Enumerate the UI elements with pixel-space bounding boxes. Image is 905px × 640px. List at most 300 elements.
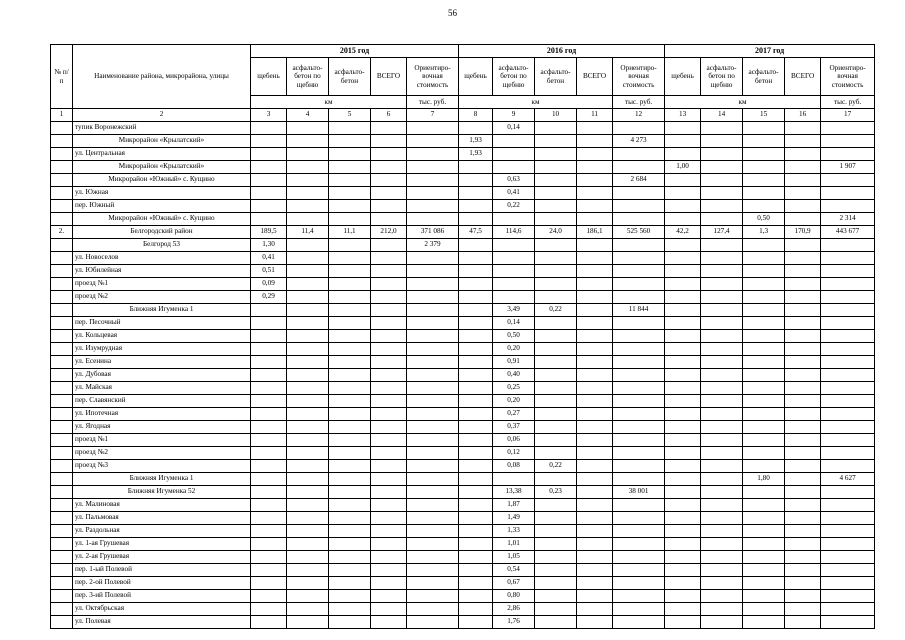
value-cell	[743, 330, 785, 343]
value-cell	[701, 239, 743, 252]
value-cell	[821, 200, 875, 213]
value-cell	[407, 486, 459, 499]
row-name: Ближняя Игуменка 1	[73, 473, 251, 486]
value-cell	[407, 460, 459, 473]
value-cell	[785, 356, 821, 369]
row-name: пер. Славянский	[73, 395, 251, 408]
value-cell	[665, 421, 701, 434]
table-row	[51, 122, 875, 135]
row-name: пер. 3-ий Полевой	[73, 590, 251, 603]
header-unit-km: км	[251, 96, 407, 109]
table-row	[51, 291, 875, 304]
value-cell	[785, 369, 821, 382]
value-cell	[535, 343, 577, 356]
value-cell	[459, 330, 493, 343]
value-cell	[665, 291, 701, 304]
row-number	[51, 343, 73, 356]
value-cell	[535, 330, 577, 343]
value-cell: 1 907	[821, 161, 875, 174]
value-cell	[407, 317, 459, 330]
value-cell	[287, 148, 329, 161]
row-number	[51, 499, 73, 512]
value-cell: 42,2	[665, 226, 701, 239]
value-cell: 1,93	[459, 148, 493, 161]
value-cell	[701, 486, 743, 499]
table-row	[51, 369, 875, 382]
value-cell	[459, 278, 493, 291]
value-cell	[329, 499, 371, 512]
value-cell	[535, 161, 577, 174]
value-cell	[371, 499, 407, 512]
value-cell: 0,63	[493, 174, 535, 187]
value-cell	[459, 239, 493, 252]
column-number: 12	[613, 109, 665, 122]
column-number: 2	[73, 109, 251, 122]
table-row	[51, 213, 875, 226]
header-total: ВСЕГО	[371, 58, 407, 96]
value-cell	[785, 161, 821, 174]
value-cell	[493, 239, 535, 252]
value-cell	[613, 395, 665, 408]
value-cell	[329, 343, 371, 356]
header-cost: Ориентиро-вочная стоимость	[407, 58, 459, 96]
row-name: тупик Воронежский	[73, 122, 251, 135]
value-cell	[613, 590, 665, 603]
header-cost: Ориентиро-вочная стоимость	[613, 58, 665, 96]
value-cell	[371, 356, 407, 369]
table-row	[51, 382, 875, 395]
value-cell	[407, 421, 459, 434]
value-cell	[821, 265, 875, 278]
header-year-2015: 2015 год	[251, 45, 459, 58]
value-cell	[459, 473, 493, 486]
value-cell	[821, 369, 875, 382]
value-cell	[329, 525, 371, 538]
value-cell	[329, 135, 371, 148]
value-cell	[459, 304, 493, 317]
value-cell	[785, 603, 821, 616]
row-name: пер. Песочный	[73, 317, 251, 330]
value-cell	[577, 317, 613, 330]
value-cell	[287, 499, 329, 512]
value-cell	[743, 343, 785, 356]
header-total: ВСЕГО	[577, 58, 613, 96]
value-cell	[329, 590, 371, 603]
value-cell	[701, 200, 743, 213]
value-cell	[743, 395, 785, 408]
value-cell	[371, 265, 407, 278]
value-cell	[287, 278, 329, 291]
value-cell	[577, 590, 613, 603]
value-cell	[743, 447, 785, 460]
value-cell	[329, 460, 371, 473]
value-cell	[701, 525, 743, 538]
value-cell	[577, 148, 613, 161]
value-cell	[701, 148, 743, 161]
value-cell	[493, 291, 535, 304]
value-cell	[665, 304, 701, 317]
value-cell	[701, 564, 743, 577]
header-asph-on-crushed: асфальто-бетон по щебню	[701, 58, 743, 96]
value-cell: 0,20	[493, 343, 535, 356]
value-cell	[613, 317, 665, 330]
value-cell	[577, 343, 613, 356]
value-cell	[701, 460, 743, 473]
value-cell	[459, 252, 493, 265]
value-cell	[701, 213, 743, 226]
value-cell	[821, 434, 875, 447]
header-crushed: щебень	[251, 58, 287, 96]
value-cell	[251, 135, 287, 148]
value-cell	[613, 187, 665, 200]
value-cell	[251, 174, 287, 187]
value-cell	[535, 395, 577, 408]
value-cell	[407, 577, 459, 590]
header-year-2016: 2016 год	[459, 45, 665, 58]
value-cell	[701, 330, 743, 343]
value-cell	[287, 603, 329, 616]
value-cell	[577, 161, 613, 174]
row-name: ул. Малиновая	[73, 499, 251, 512]
value-cell	[535, 590, 577, 603]
value-cell: 1,76	[493, 616, 535, 629]
value-cell: 2 379	[407, 239, 459, 252]
value-cell	[785, 525, 821, 538]
value-cell: 1,00	[665, 161, 701, 174]
value-cell	[665, 499, 701, 512]
value-cell	[701, 382, 743, 395]
value-cell	[459, 356, 493, 369]
value-cell	[459, 590, 493, 603]
value-cell: 1,87	[493, 499, 535, 512]
value-cell	[613, 369, 665, 382]
value-cell	[371, 369, 407, 382]
value-cell	[577, 564, 613, 577]
table-row	[51, 421, 875, 434]
value-cell	[701, 512, 743, 525]
value-cell	[743, 304, 785, 317]
value-cell	[371, 460, 407, 473]
header-unit-rub: тыс. руб.	[613, 96, 665, 109]
value-cell	[743, 525, 785, 538]
value-cell	[785, 122, 821, 135]
value-cell	[821, 148, 875, 161]
table-row	[51, 395, 875, 408]
value-cell	[821, 317, 875, 330]
header-unit-rub: тыс. руб.	[407, 96, 459, 109]
value-cell	[329, 239, 371, 252]
value-cell	[665, 252, 701, 265]
value-cell	[287, 304, 329, 317]
value-cell	[535, 538, 577, 551]
value-cell	[459, 395, 493, 408]
value-cell: 0,12	[493, 447, 535, 460]
header-asph-on-crushed: асфальто-бетон по щебню	[287, 58, 329, 96]
value-cell	[743, 512, 785, 525]
value-cell	[743, 239, 785, 252]
value-cell: 212,0	[371, 226, 407, 239]
value-cell	[251, 460, 287, 473]
row-number	[51, 148, 73, 161]
table-row	[51, 525, 875, 538]
value-cell: 0,22	[493, 200, 535, 213]
table-row	[51, 187, 875, 200]
table-row	[51, 252, 875, 265]
value-cell	[371, 590, 407, 603]
value-cell	[371, 122, 407, 135]
value-cell: 170,9	[785, 226, 821, 239]
value-cell	[665, 564, 701, 577]
value-cell	[535, 369, 577, 382]
value-cell	[701, 278, 743, 291]
value-cell	[459, 616, 493, 629]
value-cell	[577, 135, 613, 148]
column-number: 14	[701, 109, 743, 122]
value-cell	[287, 343, 329, 356]
value-cell	[287, 252, 329, 265]
value-cell: 0,37	[493, 421, 535, 434]
value-cell	[251, 434, 287, 447]
value-cell	[701, 252, 743, 265]
value-cell	[785, 421, 821, 434]
value-cell	[577, 330, 613, 343]
value-cell: 0,23	[535, 486, 577, 499]
value-cell	[577, 213, 613, 226]
value-cell	[371, 213, 407, 226]
value-cell	[251, 200, 287, 213]
value-cell	[329, 187, 371, 200]
row-number	[51, 421, 73, 434]
row-number	[51, 382, 73, 395]
row-number	[51, 460, 73, 473]
value-cell	[459, 603, 493, 616]
header-num: № п/п	[51, 45, 73, 109]
value-cell	[535, 447, 577, 460]
value-cell	[665, 317, 701, 330]
value-cell	[577, 395, 613, 408]
value-cell	[613, 330, 665, 343]
value-cell	[577, 447, 613, 460]
value-cell	[371, 512, 407, 525]
row-number	[51, 174, 73, 187]
value-cell: 1,33	[493, 525, 535, 538]
value-cell: 2 684	[613, 174, 665, 187]
value-cell	[743, 382, 785, 395]
row-name: ул. Ягодная	[73, 421, 251, 434]
value-cell	[613, 122, 665, 135]
value-cell	[665, 590, 701, 603]
value-cell	[407, 343, 459, 356]
value-cell	[251, 382, 287, 395]
value-cell: 4 627	[821, 473, 875, 486]
column-number: 4	[287, 109, 329, 122]
value-cell: 0,41	[493, 187, 535, 200]
value-cell	[743, 369, 785, 382]
value-cell	[459, 369, 493, 382]
value-cell	[459, 382, 493, 395]
value-cell	[407, 135, 459, 148]
column-number: 6	[371, 109, 407, 122]
value-cell	[459, 499, 493, 512]
value-cell	[821, 382, 875, 395]
value-cell	[371, 525, 407, 538]
value-cell	[821, 564, 875, 577]
value-cell	[407, 408, 459, 421]
value-cell	[329, 304, 371, 317]
value-cell	[785, 577, 821, 590]
value-cell	[665, 330, 701, 343]
value-cell: 1,80	[743, 473, 785, 486]
value-cell	[535, 499, 577, 512]
row-name: ул. Кольцевая	[73, 330, 251, 343]
value-cell	[459, 577, 493, 590]
value-cell: 38 001	[613, 486, 665, 499]
value-cell: 0,22	[535, 460, 577, 473]
value-cell	[785, 473, 821, 486]
value-cell	[329, 174, 371, 187]
value-cell	[785, 590, 821, 603]
value-cell	[371, 564, 407, 577]
value-cell	[535, 278, 577, 291]
value-cell	[613, 343, 665, 356]
value-cell	[493, 213, 535, 226]
value-cell: 2,86	[493, 603, 535, 616]
value-cell	[459, 525, 493, 538]
value-cell	[459, 343, 493, 356]
value-cell	[371, 473, 407, 486]
value-cell	[535, 603, 577, 616]
value-cell	[577, 278, 613, 291]
value-cell	[785, 330, 821, 343]
value-cell	[613, 499, 665, 512]
value-cell	[371, 343, 407, 356]
row-name: ул. Центральная	[73, 148, 251, 161]
value-cell	[821, 135, 875, 148]
value-cell	[407, 564, 459, 577]
value-cell	[785, 174, 821, 187]
value-cell	[535, 291, 577, 304]
value-cell	[577, 408, 613, 421]
row-name: ул. Майская	[73, 382, 251, 395]
value-cell: 1,30	[251, 239, 287, 252]
value-cell	[407, 447, 459, 460]
value-cell	[407, 603, 459, 616]
value-cell	[287, 213, 329, 226]
value-cell	[577, 174, 613, 187]
value-cell	[407, 213, 459, 226]
value-cell	[329, 447, 371, 460]
value-cell	[251, 577, 287, 590]
value-cell	[743, 187, 785, 200]
value-cell	[577, 421, 613, 434]
value-cell	[329, 564, 371, 577]
row-number	[51, 551, 73, 564]
row-name: проезд №1	[73, 278, 251, 291]
table-row	[51, 538, 875, 551]
row-name: пер. Южный	[73, 200, 251, 213]
value-cell	[665, 122, 701, 135]
value-cell	[613, 616, 665, 629]
value-cell	[407, 200, 459, 213]
value-cell	[251, 330, 287, 343]
value-cell	[665, 616, 701, 629]
value-cell	[821, 538, 875, 551]
value-cell: 1,49	[493, 512, 535, 525]
value-cell	[785, 291, 821, 304]
table-row	[51, 473, 875, 486]
value-cell	[701, 434, 743, 447]
value-cell: 11 844	[613, 304, 665, 317]
value-cell	[535, 252, 577, 265]
value-cell	[329, 122, 371, 135]
value-cell	[821, 551, 875, 564]
value-cell: 0,27	[493, 408, 535, 421]
row-name: ул. 2-ая Грушевая	[73, 551, 251, 564]
value-cell	[743, 161, 785, 174]
value-cell	[329, 317, 371, 330]
value-cell	[459, 122, 493, 135]
value-cell	[287, 239, 329, 252]
value-cell	[371, 200, 407, 213]
table-row	[51, 447, 875, 460]
value-cell	[577, 304, 613, 317]
value-cell	[493, 265, 535, 278]
value-cell	[743, 148, 785, 161]
value-cell	[743, 564, 785, 577]
value-cell: 0,20	[493, 395, 535, 408]
value-cell	[535, 473, 577, 486]
value-cell	[371, 382, 407, 395]
value-cell	[371, 447, 407, 460]
value-cell	[287, 616, 329, 629]
table-row	[51, 356, 875, 369]
row-number	[51, 304, 73, 317]
header-cost: Ориентиро-вочная стоимость	[821, 58, 875, 96]
value-cell	[577, 252, 613, 265]
row-number	[51, 577, 73, 590]
value-cell	[821, 330, 875, 343]
value-cell	[577, 577, 613, 590]
value-cell	[577, 356, 613, 369]
value-cell	[577, 486, 613, 499]
value-cell	[785, 460, 821, 473]
value-cell	[701, 291, 743, 304]
value-cell	[665, 512, 701, 525]
value-cell	[535, 564, 577, 577]
value-cell	[329, 577, 371, 590]
value-cell	[665, 525, 701, 538]
value-cell	[577, 603, 613, 616]
value-cell: 0,06	[493, 434, 535, 447]
value-cell	[287, 460, 329, 473]
value-cell	[785, 395, 821, 408]
value-cell	[407, 551, 459, 564]
row-number	[51, 265, 73, 278]
value-cell	[459, 200, 493, 213]
value-cell	[287, 408, 329, 421]
value-cell	[613, 447, 665, 460]
value-cell	[287, 161, 329, 174]
value-cell	[701, 421, 743, 434]
value-cell	[785, 382, 821, 395]
value-cell	[665, 187, 701, 200]
value-cell: 11,4	[287, 226, 329, 239]
value-cell	[329, 148, 371, 161]
value-cell	[371, 278, 407, 291]
header-total: ВСЕГО	[785, 58, 821, 96]
row-name: ул. Новоселов	[73, 252, 251, 265]
value-cell	[287, 317, 329, 330]
